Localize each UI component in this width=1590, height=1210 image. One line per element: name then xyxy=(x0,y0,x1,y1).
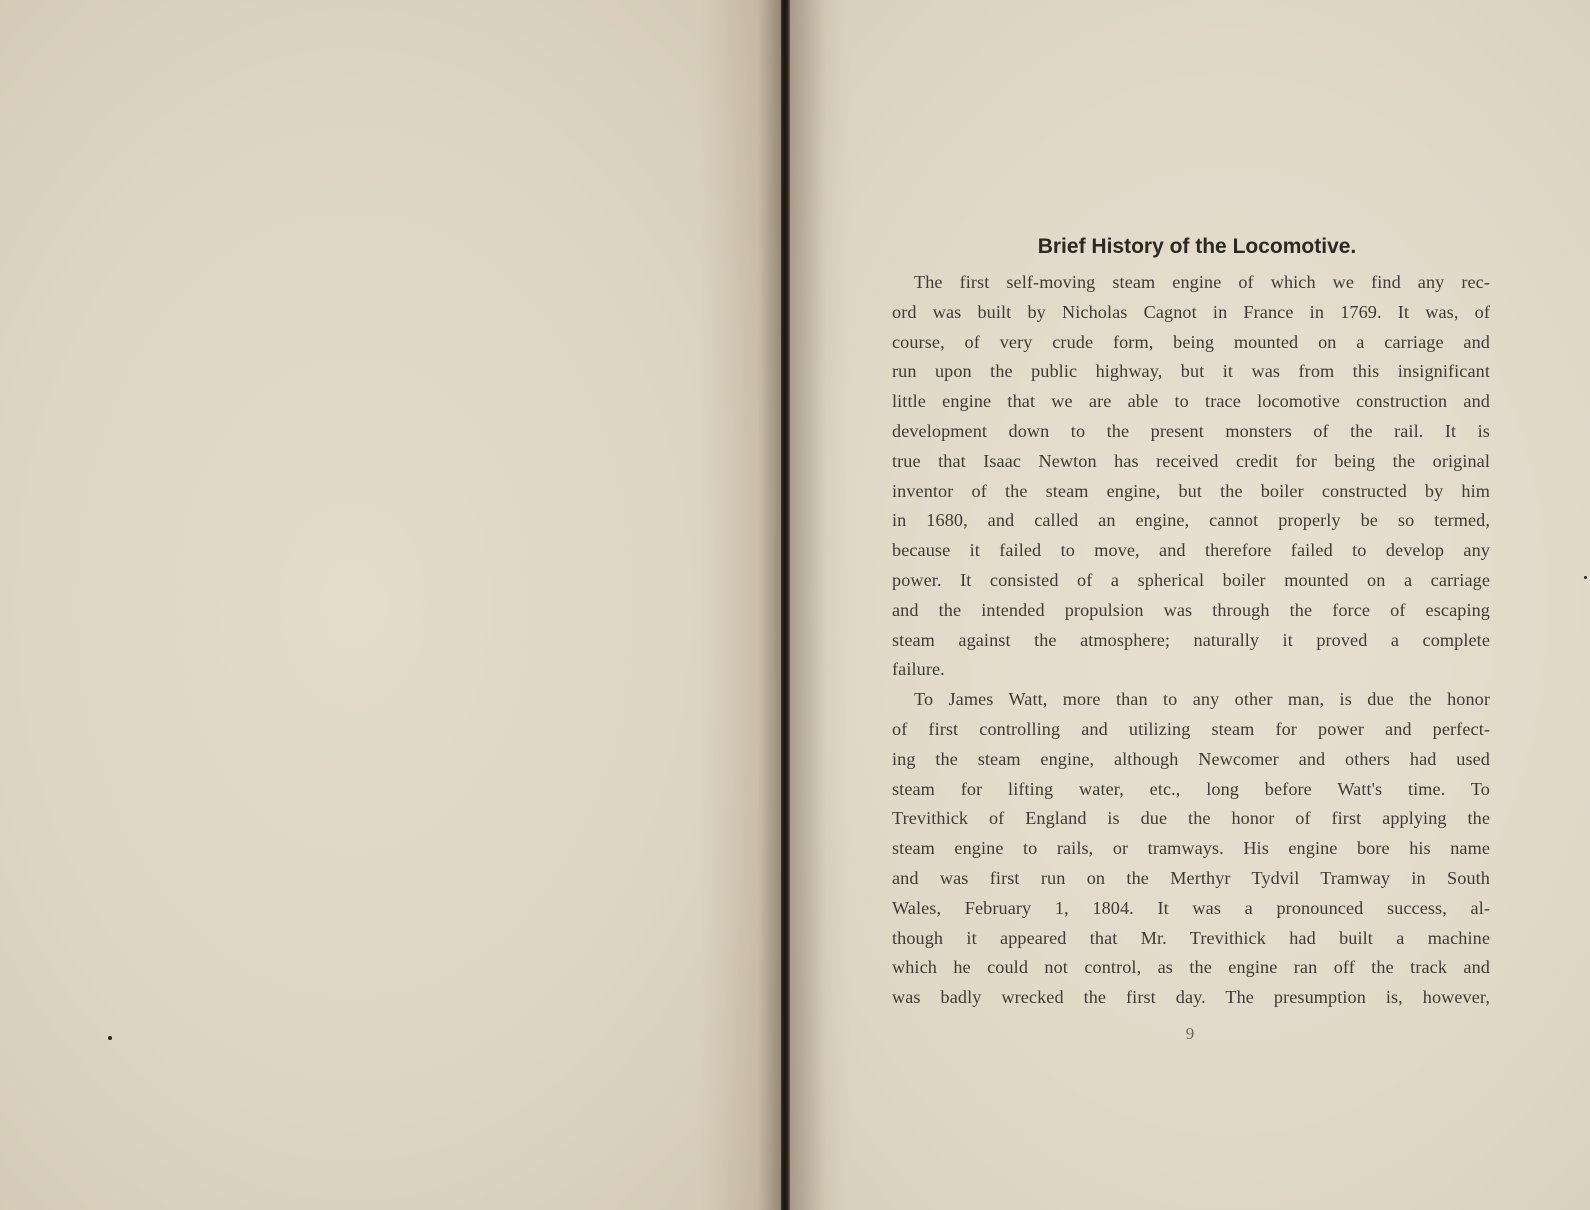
page-title: Brief History of the Locomotive. xyxy=(1037,235,1357,258)
text-line: ord was built by Nicholas Cagnot in France in 1769. It was, of xyxy=(892,301,1490,322)
text-line: steam for lifting water, etc., long before Watt's time. To xyxy=(892,778,1490,799)
text-line: run upon the public highway, but it was from this insignificant xyxy=(892,361,1490,382)
text-line: and was first run on the Merthyr Tydvil Tramway in South xyxy=(892,867,1490,888)
text-line: power. It consisted of a spherical boiler mounted on a carriage xyxy=(892,569,1490,590)
text-line: which he could not control, as the engine ran off the track and xyxy=(892,957,1490,978)
text-line: in 1680, and called an engine, cannot properly be so termed, xyxy=(892,510,1490,531)
ink-speck xyxy=(1584,576,1587,579)
text-line: true that Isaac Newton has received credit for being the original xyxy=(892,450,1490,471)
text-line: steam engine to rails, or tramways. His engine bore his name xyxy=(892,838,1490,859)
text-line: Trevithick of England is due the honor of first applying the xyxy=(892,808,1490,829)
gutter-shadow xyxy=(790,0,850,1210)
text-line: ing the steam engine, although Newcomer and others had used xyxy=(892,748,1490,769)
text-line: was badly wrecked the first day. The presumption is, however, xyxy=(892,987,1490,1008)
text-line: Wales, February 1, 1804. It was a pronounced success, al- xyxy=(892,897,1490,918)
text-line: To James Watt, more than to any other man, is due the honor xyxy=(914,689,1490,710)
left-page-blank xyxy=(0,0,785,1210)
text-line: though it appeared that Mr. Trevithick had built a machine xyxy=(892,927,1490,948)
text-line: of first controlling and utilizing steam for power and perfect- xyxy=(892,718,1490,739)
text-line: and the intended propulsion was through the force of escaping xyxy=(892,599,1490,620)
page-text xyxy=(892,232,1490,1013)
text-line: steam against the atmosphere; naturally it proved a complete xyxy=(892,629,1490,650)
book-spine xyxy=(781,0,790,1210)
gutter-shadow xyxy=(700,0,783,1210)
page-number: 9 xyxy=(1185,1024,1195,1043)
text-line: development down to the present monsters of the rail. It is xyxy=(892,420,1490,441)
text-line: failure. xyxy=(892,659,945,680)
text-line: course, of very crude form, being mounted on a carriage and xyxy=(892,331,1490,352)
paragraph xyxy=(892,268,1490,685)
text-line: inventor of the steam engine, but the boiler constructed by him xyxy=(892,480,1490,501)
text-line: The first self-moving steam engine of which we find any rec- xyxy=(914,272,1490,292)
ink-speck xyxy=(108,1036,112,1040)
paragraph xyxy=(892,685,1490,1013)
text-line: because it failed to move, and therefore failed to develop any xyxy=(892,540,1490,561)
text-line: little engine that we are able to trace locomotive construction and xyxy=(892,391,1490,412)
